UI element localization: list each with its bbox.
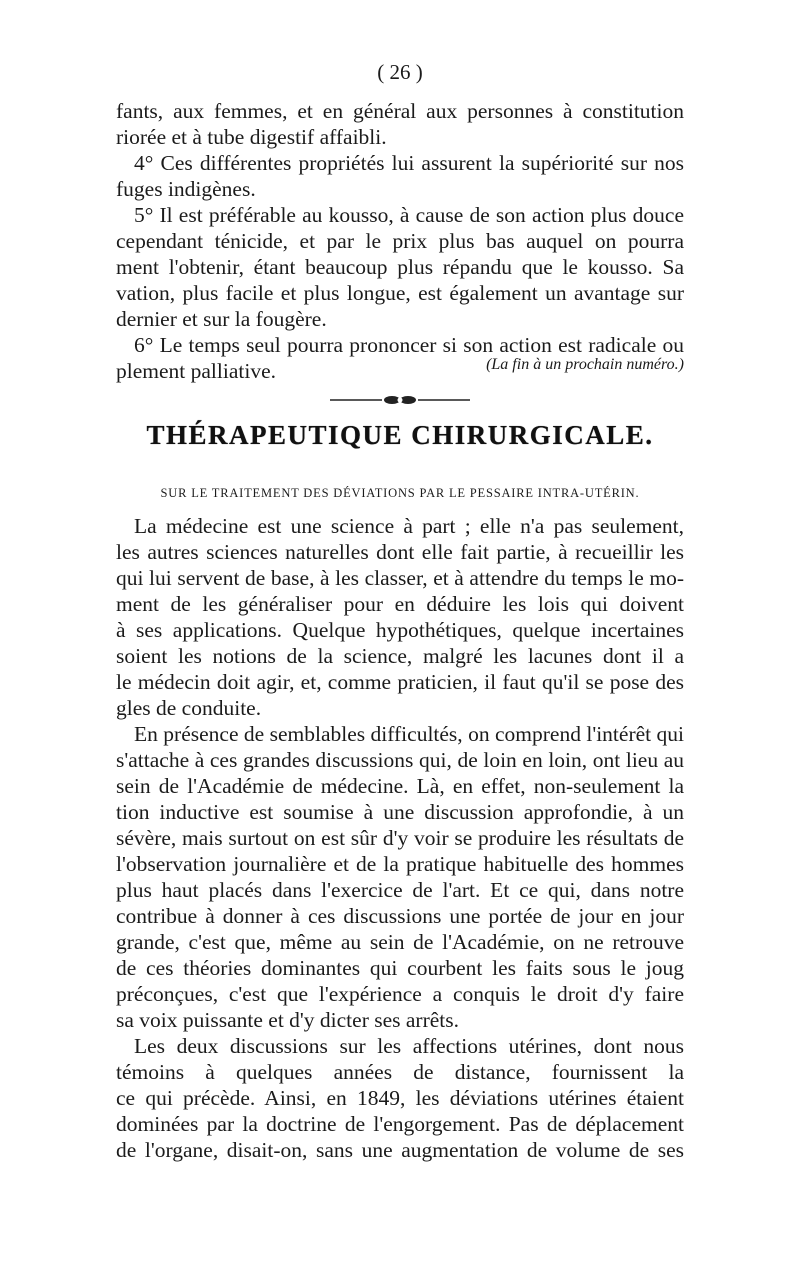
text-line: 5° Il est préférable au kousso, à cause de son action plus douce — [134, 203, 684, 227]
text-line: La médecine est une science à part ; elle n'a pas seulement, — [134, 514, 684, 538]
text-line: témoins à quelques années de distance, fournissent la — [116, 1060, 684, 1084]
intro-text — [116, 98, 684, 384]
text-line: riorée et à tube digestif affaibli. — [116, 125, 387, 149]
text-line: sa voix puissante et d'y dicter ses arrêts. — [116, 1008, 460, 1032]
text-line: dominées par la doctrine de l'engorgement. Pas de déplacement — [116, 1112, 684, 1136]
text-line: le médecin doit agir, et, comme praticien, il faut qu'il se pose des — [116, 670, 684, 694]
text-line: l'observation journalière et de la pratique habituelle des hommes — [116, 852, 684, 876]
section-subtitle: SUR LE TRAITEMENT DES DÉVIATIONS PAR LE PESSAIRE INTRA-UTÉRIN. — [160, 486, 640, 500]
text-line: de ces théories dominantes qui courbent les faits sous le joug — [116, 956, 684, 980]
page-number: ( 26 ) — [377, 60, 423, 84]
text-line: à ses applications. Quelque hypothétiques, quelque incertaines — [116, 618, 684, 642]
text-line: ment l'obtenir, étant beaucoup plus répandu que le kousso. Sa — [116, 255, 684, 279]
text-line: plement palliative. — [116, 359, 277, 383]
continuation-note: (La fin à un prochain numéro.) — [486, 356, 684, 373]
ornament-divider-icon — [330, 394, 470, 406]
text-line: cependant ténicide, et par le prix plus bas auquel on pourra — [116, 229, 684, 253]
text-line: les autres sciences naturelles dont elle fait partie, à recueillir les — [116, 540, 684, 564]
text-line: 6° Le temps seul pourra prononcer si son action est radicale ou — [134, 333, 684, 357]
text-line: Les deux discussions sur les affections utérines, dont nous — [134, 1034, 684, 1058]
text-line: sévère, mais surtout on est sûr d'y voir se produire les résultats de — [116, 826, 684, 850]
text-line: plus haut placés dans l'exercice de l'art. Et ce qui, dans notre — [116, 878, 684, 902]
text-line: tion inductive est soumise à une discussion approfondie, à un — [116, 800, 684, 824]
text-line: gles de conduite. — [116, 696, 262, 720]
intro-paragraph-1 — [116, 98, 684, 150]
intro-paragraph-3 — [116, 202, 684, 332]
text-line: fants, aux femmes, et en général aux personnes à constitution — [116, 99, 684, 123]
text-line: fuges indigènes. — [116, 177, 256, 201]
text-line: En présence de semblables difficultés, on comprend l'intérêt qui — [134, 722, 684, 746]
section-title: THÉRAPEUTIQUE CHIRURGICALE. — [146, 420, 654, 450]
body-paragraph-2 — [116, 721, 684, 1033]
text-line: s'attache à ces grandes discussions qui, de loin en loin, ont lieu au — [116, 748, 684, 772]
body-paragraph-1 — [116, 513, 684, 721]
text-line: 4° Ces différentes propriétés lui assurent la supériorité sur nos — [134, 151, 684, 175]
text-line: grande, c'est que, même au sein de l'Académie, on ne retrouve — [116, 930, 684, 954]
text-line: qui lui servent de base, à les classer, et à attendre du temps le mo- — [116, 566, 684, 590]
text-line: vation, plus facile et plus longue, est également un avantage sur — [116, 281, 684, 305]
text-line: ment de les généraliser pour en déduire les lois qui doivent — [116, 592, 684, 616]
body-text — [116, 513, 684, 1163]
text-line: soient les notions de la science, malgré les lacunes dont il a — [116, 644, 684, 668]
text-line: ce qui précède. Ainsi, en 1849, les déviations utérines étaient — [116, 1086, 684, 1110]
body-paragraph-3 — [116, 1033, 684, 1163]
text-line: sein de l'Académie de médecine. Là, en effet, non-seulement la — [116, 774, 684, 798]
text-line: préconçues, c'est que l'expérience a conquis le droit d'y faire — [116, 982, 684, 1006]
intro-paragraph-2 — [116, 150, 684, 202]
text-line: contribue à donner à ces discussions une portée de jour en jour — [116, 904, 684, 928]
text-line: dernier et sur la fougère. — [116, 307, 327, 331]
text-line: de l'organe, disait-on, sans une augmentation de volume de ses — [116, 1138, 684, 1162]
